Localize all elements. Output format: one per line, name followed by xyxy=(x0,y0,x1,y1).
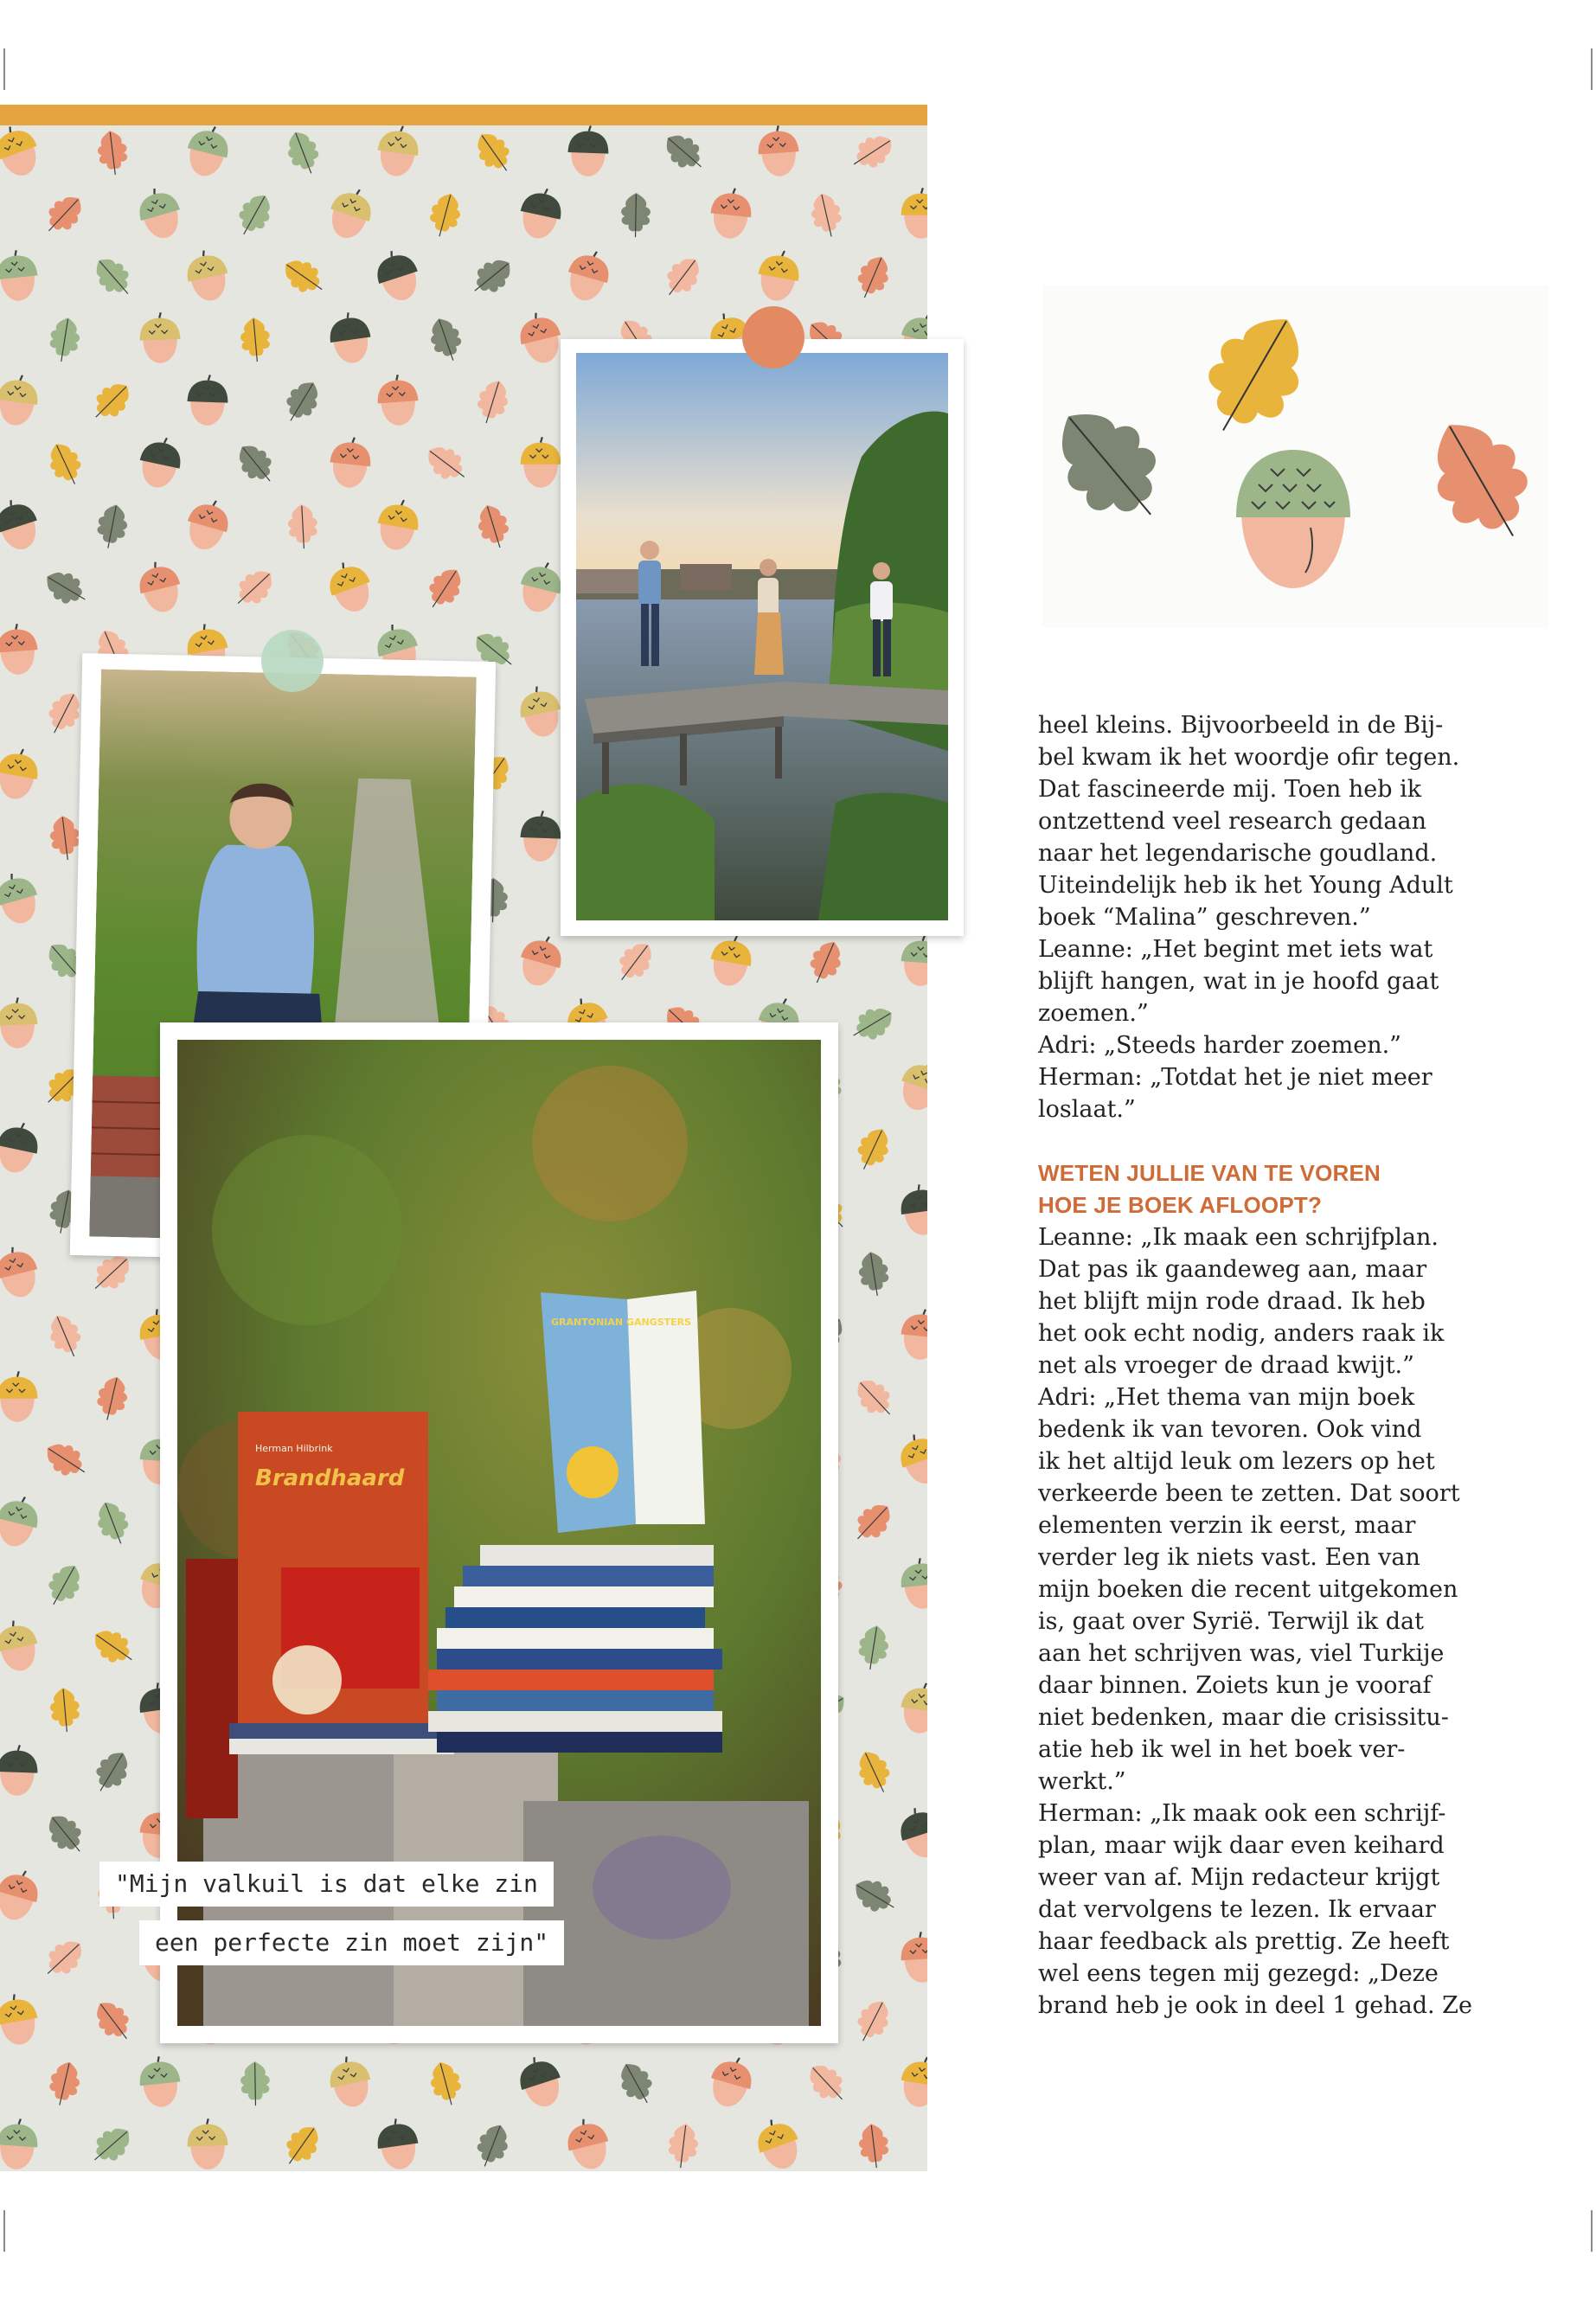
article-line: het blijft mijn rode draad. Ik heb xyxy=(1038,1288,1426,1315)
article-line: Uiteindelijk heb ik het Young Adult xyxy=(1038,872,1453,899)
acorn-icon xyxy=(182,495,234,554)
acorn-icon xyxy=(187,375,229,426)
article-line: het ook echt nodig, anders raak ik xyxy=(1038,1320,1445,1347)
article-line: is, gaat over Syrië. Terwijl ik dat xyxy=(1038,1608,1424,1635)
acorn-icon xyxy=(515,309,567,368)
oak-leaf-icon xyxy=(41,1808,91,1861)
oak-leaf-icon xyxy=(48,814,82,862)
oak-leaf-icon xyxy=(472,376,513,427)
oak-leaf-icon xyxy=(93,502,131,551)
oak-leaf-icon xyxy=(465,252,518,302)
acorn-icon xyxy=(0,2118,39,2171)
oak-leaf-icon xyxy=(849,1372,901,1424)
oak-leaf-icon xyxy=(41,1559,87,1612)
acorn-icon xyxy=(371,246,426,306)
oak-leaf-icon xyxy=(850,1123,895,1176)
crop-mark-bottom-left xyxy=(3,2210,5,2252)
oak-leaf-icon xyxy=(279,375,326,428)
article-line: daar binnen. Zoiets kun je vooraf xyxy=(1038,1672,1432,1699)
oak-leaf-icon xyxy=(847,1497,899,1548)
acorn-icon xyxy=(376,374,420,427)
brandhaard-author: Herman Hilbrink xyxy=(255,1443,333,1454)
acorn-icon xyxy=(0,746,42,803)
acorn-icon xyxy=(324,183,378,244)
article-line: Herman: „Totdat het je niet meer xyxy=(1038,1064,1433,1091)
oak-leaf-icon xyxy=(228,562,280,614)
acorn-icon xyxy=(0,1118,42,1176)
article-column xyxy=(1038,709,1522,2022)
oak-leaf-icon xyxy=(856,2122,891,2170)
oak-leaf-icon xyxy=(93,1374,131,1423)
article-line: dat vervolgens te lezen. Ik ervaar xyxy=(1038,1896,1436,1923)
acorn-icon xyxy=(898,1680,927,1735)
oak-leaf-icon xyxy=(92,1497,135,1549)
pull-quote-line-2: een perfecte zin moet zijn" xyxy=(139,1920,564,1965)
article-line: heel kleins. Bijvoorbeeld in de Bij- xyxy=(1038,712,1444,739)
oak-leaf-icon xyxy=(1042,389,1183,542)
acorn-icon xyxy=(0,868,43,928)
acorn-icon xyxy=(182,125,234,181)
waterside-group-image xyxy=(576,353,948,920)
acorn-icon xyxy=(0,1991,42,2048)
acorn-icon xyxy=(327,310,374,365)
oak-leaf-icon xyxy=(282,127,325,179)
acorn-icon xyxy=(708,186,754,240)
pull-quote-line-1: "Mijn valkuil is dat elke zin xyxy=(99,1862,554,1907)
acorn-icon xyxy=(751,2113,806,2171)
acorn-icon xyxy=(900,934,927,988)
article-line: net als vroeger de draad kwijt.” xyxy=(1038,1352,1414,1379)
oak-leaf-icon xyxy=(856,1624,891,1672)
article-line: Herman: „Ik maak ook een schrijf- xyxy=(1038,1800,1446,1827)
oak-leaf-icon xyxy=(1412,404,1548,558)
oak-leaf-icon xyxy=(846,128,899,176)
oak-leaf-icon xyxy=(852,1746,897,1798)
article-line: haar feedback als prettig. Ze heeft xyxy=(1038,1928,1450,1955)
pushpin-orange xyxy=(742,306,804,369)
article-line: ontzettend veel research gedaan xyxy=(1038,808,1427,835)
oak-leaf-icon xyxy=(231,189,278,241)
acorn-icon xyxy=(375,2116,421,2171)
article-line: verder leg ik niets vast. Een van xyxy=(1038,1544,1420,1571)
article-line: Leanne: „Het begint met iets wat xyxy=(1038,936,1433,963)
acorn-icon xyxy=(897,2054,927,2111)
acorn-icon xyxy=(0,997,38,1049)
article-line: niet bedenken, maar die crisissitu- xyxy=(1038,1704,1449,1731)
crop-mark-bottom-right xyxy=(1591,2210,1593,2252)
crop-mark-top-left xyxy=(3,48,5,90)
acorn-icon xyxy=(0,1243,43,1302)
oak-leaf-icon xyxy=(231,438,281,490)
oak-leaf-icon xyxy=(85,2120,138,2171)
oak-leaf-icon xyxy=(278,252,330,301)
acorn-icon xyxy=(754,247,803,304)
acorn-icon xyxy=(0,372,41,427)
acorn-icon xyxy=(183,247,233,304)
oak-leaf-icon xyxy=(95,129,130,176)
oak-leaf-icon xyxy=(38,189,90,240)
acorn-icon xyxy=(562,2115,614,2171)
acorn-icon xyxy=(323,556,378,618)
acorn-icon xyxy=(515,931,567,990)
oak-leaf-icon xyxy=(426,189,465,240)
article-paragraph-1 xyxy=(1038,709,1522,1125)
acorn-icon xyxy=(0,1865,44,1925)
article-line: Adri: „Het thema van mijn boek xyxy=(1038,1384,1415,1411)
oak-leaf-icon xyxy=(804,936,848,988)
autumn-decoration-graphic xyxy=(1042,285,1548,627)
article-line: Leanne: „Ik maak een schrijfplan. xyxy=(1038,1224,1439,1251)
acorn-icon xyxy=(187,2118,229,2170)
acorn-icon xyxy=(328,435,374,490)
waterside-photo-frame xyxy=(561,339,964,936)
acorn-icon xyxy=(899,1307,927,1362)
article-line: elementen verzin ik eerst, maar xyxy=(1038,1512,1416,1539)
oak-leaf-icon xyxy=(88,1995,138,2048)
oak-leaf-icon xyxy=(469,126,518,179)
oak-leaf-icon xyxy=(849,1872,901,1920)
acorn-icon xyxy=(515,558,567,617)
acorn-icon xyxy=(520,811,562,862)
acorn-icon xyxy=(1236,450,1350,588)
oak-leaf-icon xyxy=(88,1746,136,1798)
oak-leaf-icon xyxy=(473,501,514,552)
acorn-icon xyxy=(521,437,561,488)
acorn-icon xyxy=(135,433,185,491)
oak-leaf-icon xyxy=(88,251,139,304)
article-line: zoemen.” xyxy=(1038,1000,1149,1027)
acorn-icon xyxy=(707,933,755,990)
oak-leaf-icon xyxy=(856,1250,892,1298)
acorn-icon xyxy=(374,497,422,554)
accent-bar xyxy=(0,105,927,125)
acorn-icon xyxy=(0,125,45,182)
acorn-icon xyxy=(0,495,44,555)
oak-leaf-icon xyxy=(807,190,845,240)
oak-leaf-icon xyxy=(850,1995,896,2048)
oak-leaf-icon xyxy=(278,2119,327,2171)
acorn-icon xyxy=(894,1803,927,1863)
acorn-icon xyxy=(894,1055,927,1116)
acorn-icon xyxy=(898,1182,927,1237)
article-line: boek “Malina” geschreven.” xyxy=(1038,904,1371,931)
section-heading-line: HOE JE BOEK AFLOOPT? xyxy=(1038,1192,1323,1218)
acorn-icon xyxy=(900,1931,927,1984)
acorn-icon xyxy=(139,312,182,364)
oak-leaf-icon xyxy=(48,1687,81,1734)
oak-leaf-icon xyxy=(40,1436,93,1484)
acorn-icon xyxy=(325,2053,375,2111)
article-line: wel eens tegen mij gezegd: „Deze xyxy=(1038,1960,1439,1987)
oak-leaf-icon xyxy=(846,1000,899,1048)
oak-leaf-icon xyxy=(471,2120,514,2171)
oak-leaf-icon xyxy=(426,2058,465,2108)
oak-leaf-icon xyxy=(666,2122,701,2170)
oak-leaf-icon xyxy=(240,2061,271,2106)
article-line: bel kwam ik het woordje ofir tegen. xyxy=(1038,744,1460,771)
article-line: ik het altijd leuk om lezers op het xyxy=(1038,1448,1435,1475)
article-line: naar het legendarische goudland. xyxy=(1038,840,1438,867)
acorn-icon xyxy=(133,183,186,243)
article-line: Adri: „Steeds harder zoemen.” xyxy=(1038,1032,1401,1059)
oak-leaf-icon xyxy=(287,503,318,549)
acorn-icon xyxy=(0,1617,42,1675)
oak-leaf-icon xyxy=(86,375,138,427)
acorn-icon xyxy=(757,125,801,177)
oak-leaf-icon xyxy=(45,2059,83,2108)
article-line: aan het schrijven was, viel Turkije xyxy=(1038,1640,1445,1667)
autumn-decoration xyxy=(1042,285,1548,627)
oak-leaf-icon xyxy=(43,438,88,490)
article-line: mijn boeken die recent uitgekomen xyxy=(1038,1576,1458,1603)
article-line: verkeerde been te zetten. Dat soort xyxy=(1038,1480,1460,1507)
oak-leaf-icon xyxy=(1186,298,1324,452)
acorn-icon xyxy=(134,558,186,617)
oak-leaf-icon xyxy=(657,251,708,304)
oak-leaf-icon xyxy=(658,127,711,178)
acorn-icon xyxy=(516,184,566,242)
gangsters-title: GRANTONIAN GANGSTERS xyxy=(551,1317,692,1328)
article-line: werkt.” xyxy=(1038,1768,1126,1795)
article-line: atie heb ik wel in het boek ver- xyxy=(1038,1736,1406,1763)
acorn-icon xyxy=(901,188,927,239)
oak-leaf-icon xyxy=(425,314,467,365)
section-heading xyxy=(1038,1157,1522,1221)
acorn-icon xyxy=(562,246,615,305)
crop-mark-top-right xyxy=(1591,48,1593,90)
oak-leaf-icon xyxy=(38,1932,90,1984)
acorn-icon xyxy=(705,2052,758,2112)
acorn-icon xyxy=(375,125,421,179)
oak-leaf-icon xyxy=(621,193,651,238)
article-line: plan, maar wijk daar even keihard xyxy=(1038,1832,1445,1859)
section-heading-line: WETEN JULLIE VAN TE VOREN xyxy=(1038,1160,1381,1186)
article-line: loslaat.” xyxy=(1038,1096,1136,1123)
article-line: blijft hangen, wat in je hoofd gaat xyxy=(1038,968,1439,995)
oak-leaf-icon xyxy=(420,439,473,489)
article-line: weer van af. Mijn redacteur krijgt xyxy=(1038,1864,1440,1891)
acorn-icon xyxy=(516,683,566,740)
oak-leaf-icon xyxy=(851,251,895,303)
article-line: Dat pas ik gaandeweg aan, maar xyxy=(1038,1256,1427,1283)
article-paragraph-2 xyxy=(1038,1221,1522,2022)
pushpin-green xyxy=(261,630,324,692)
oak-leaf-icon xyxy=(420,562,469,615)
acorn-icon xyxy=(0,1745,38,1797)
acorn-icon xyxy=(0,1492,43,1551)
acorn-icon xyxy=(0,248,40,303)
waterside-group-photo xyxy=(576,353,948,920)
right-book-stack xyxy=(428,1545,722,1753)
oak-leaf-icon xyxy=(613,2057,660,2110)
oak-leaf-icon xyxy=(87,1622,140,1671)
oak-leaf-icon xyxy=(610,936,660,989)
article-line: bedenk ik van tevoren. Ook vind xyxy=(1038,1416,1422,1443)
oak-leaf-icon xyxy=(801,2057,853,2109)
acorn-icon xyxy=(567,125,610,177)
article-line: Dat fascineerde mij. Toen heb ik xyxy=(1038,776,1422,803)
oak-leaf-icon xyxy=(40,564,93,612)
acorn-icon xyxy=(138,2054,183,2109)
acorn-icon xyxy=(0,623,39,676)
brandhaard-title: Brandhaard xyxy=(255,1465,405,1491)
oak-leaf-icon xyxy=(47,316,82,364)
oak-leaf-icon xyxy=(43,1310,87,1362)
acorn-icon xyxy=(0,1371,37,1422)
books-photo-frame xyxy=(115,1022,838,2043)
acorn-icon xyxy=(899,1556,927,1611)
article-line: brand heb je ook in deel 1 gehad. Ze xyxy=(1038,1992,1472,2019)
acorn-icon xyxy=(894,1428,927,1490)
acorn-icon xyxy=(514,2052,568,2112)
oak-leaf-icon xyxy=(239,317,272,363)
